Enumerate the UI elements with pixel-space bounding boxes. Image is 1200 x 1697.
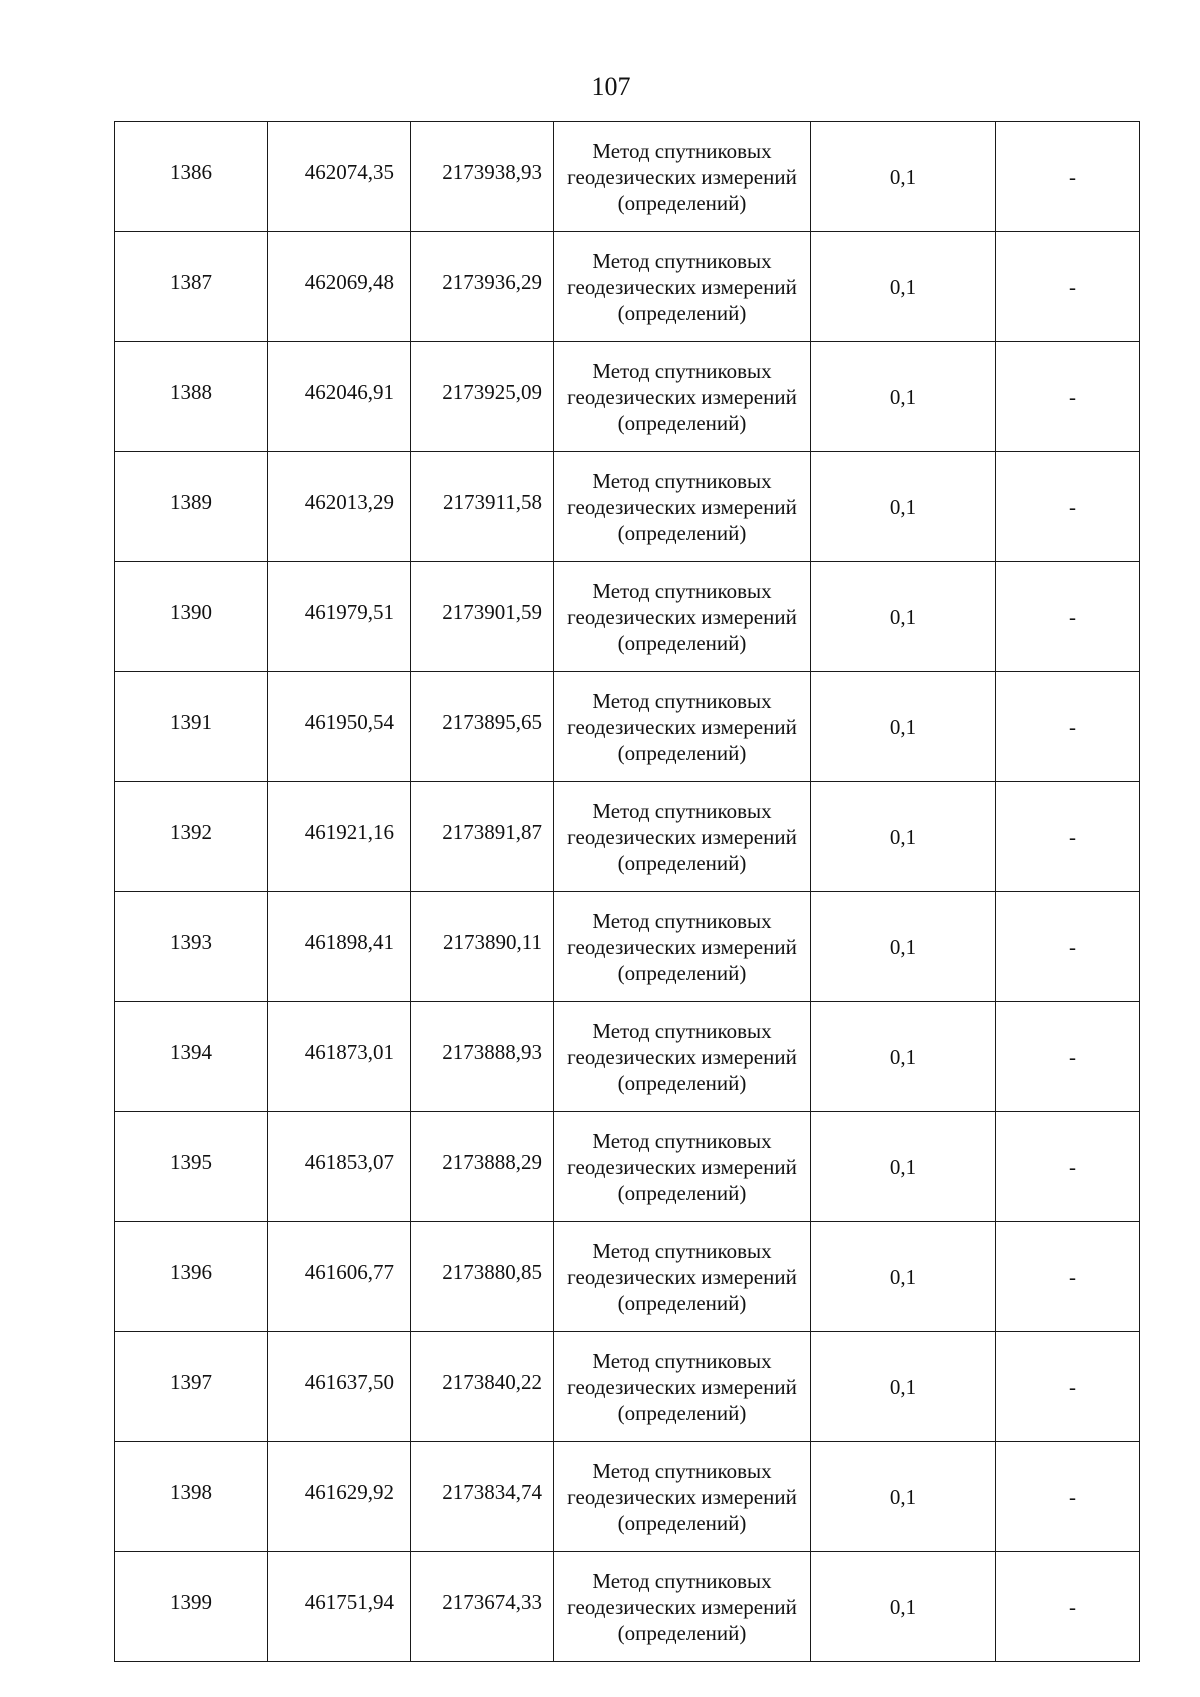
method-line: Метод спутниковых <box>592 688 772 713</box>
accuracy-cell: 0,1 <box>811 452 996 562</box>
table-row <box>115 782 1140 892</box>
method-line: Метод спутниковых <box>592 1128 772 1153</box>
coordinate-x-cell: 461921,16 <box>268 782 411 892</box>
description-cell: - <box>996 1552 1140 1662</box>
description-cell: - <box>996 672 1140 782</box>
coordinate-y-cell: 2173834,74 <box>411 1442 554 1552</box>
table-row <box>115 1552 1140 1662</box>
point-number-cell: 1389 <box>115 452 268 562</box>
method-cell <box>554 892 811 1002</box>
coordinate-y-cell: 2173888,29 <box>411 1112 554 1222</box>
accuracy-cell: 0,1 <box>811 122 996 232</box>
description-cell: - <box>996 342 1140 452</box>
method-line: Метод спутниковых <box>592 578 772 603</box>
method-line: Метод спутниковых <box>592 468 772 493</box>
table-row <box>115 672 1140 782</box>
method-line: Метод спутниковых <box>592 1348 772 1373</box>
method-line: (определений) <box>617 1180 747 1205</box>
table-row <box>115 232 1140 342</box>
method-line: геодезических измерений <box>567 714 797 739</box>
accuracy-cell: 0,1 <box>811 1112 996 1222</box>
table-body <box>115 122 1140 1662</box>
method-line: Метод спутниковых <box>592 908 772 933</box>
coordinate-y-cell: 2173890,11 <box>411 892 554 1002</box>
method-line: (определений) <box>617 1070 747 1095</box>
method-line: геодезических измерений <box>567 1374 797 1399</box>
method-line: геодезических измерений <box>567 164 797 189</box>
coordinate-y-cell: 2173911,58 <box>411 452 554 562</box>
method-line: (определений) <box>617 740 747 765</box>
table-row <box>115 342 1140 452</box>
coordinate-x-cell: 461751,94 <box>268 1552 411 1662</box>
table-row <box>115 452 1140 562</box>
coordinate-x-cell: 461979,51 <box>268 562 411 672</box>
method-line: Метод спутниковых <box>592 138 772 163</box>
method-line: (определений) <box>617 1400 747 1425</box>
coordinates-table <box>114 121 1140 1662</box>
method-line: (определений) <box>617 520 747 545</box>
description-cell: - <box>996 452 1140 562</box>
description-cell: - <box>996 1222 1140 1332</box>
description-cell: - <box>996 122 1140 232</box>
method-cell <box>554 672 811 782</box>
method-line: Метод спутниковых <box>592 1458 772 1483</box>
method-line: Метод спутниковых <box>592 1568 772 1593</box>
method-line: геодезических измерений <box>567 384 797 409</box>
method-line: (определений) <box>617 190 747 215</box>
method-line: (определений) <box>617 960 747 985</box>
method-line: (определений) <box>617 850 747 875</box>
method-line: геодезических измерений <box>567 1484 797 1509</box>
description-cell: - <box>996 1442 1140 1552</box>
coordinate-x-cell: 461873,01 <box>268 1002 411 1112</box>
accuracy-cell: 0,1 <box>811 1002 996 1112</box>
method-line: Метод спутниковых <box>592 798 772 823</box>
coordinate-x-cell: 461898,41 <box>268 892 411 1002</box>
description-cell: - <box>996 782 1140 892</box>
method-cell <box>554 1552 811 1662</box>
coordinate-y-cell: 2173925,09 <box>411 342 554 452</box>
coordinate-x-cell: 462013,29 <box>268 452 411 562</box>
method-line: Метод спутниковых <box>592 248 772 273</box>
accuracy-cell: 0,1 <box>811 1332 996 1442</box>
point-number-cell: 1395 <box>115 1112 268 1222</box>
description-cell: - <box>996 1112 1140 1222</box>
method-line: (определений) <box>617 1510 747 1535</box>
method-cell <box>554 342 811 452</box>
point-number-cell: 1392 <box>115 782 268 892</box>
point-number-cell: 1398 <box>115 1442 268 1552</box>
coordinate-x-cell: 462069,48 <box>268 232 411 342</box>
accuracy-cell: 0,1 <box>811 782 996 892</box>
method-cell <box>554 1442 811 1552</box>
coordinate-x-cell: 462074,35 <box>268 122 411 232</box>
coordinate-y-cell: 2173895,65 <box>411 672 554 782</box>
table-row <box>115 562 1140 672</box>
method-line: геодезических измерений <box>567 934 797 959</box>
coordinate-x-cell: 462046,91 <box>268 342 411 452</box>
coordinate-x-cell: 461629,92 <box>268 1442 411 1552</box>
method-cell <box>554 1112 811 1222</box>
method-line: геодезических измерений <box>567 1044 797 1069</box>
method-line: геодезических измерений <box>567 1264 797 1289</box>
method-cell <box>554 122 811 232</box>
point-number-cell: 1386 <box>115 122 268 232</box>
table-row <box>115 1332 1140 1442</box>
method-line: геодезических измерений <box>567 604 797 629</box>
coordinate-y-cell: 2173936,29 <box>411 232 554 342</box>
method-cell <box>554 232 811 342</box>
method-line: Метод спутниковых <box>592 358 772 383</box>
coordinate-y-cell: 2173880,85 <box>411 1222 554 1332</box>
method-line: геодезических измерений <box>567 274 797 299</box>
point-number-cell: 1397 <box>115 1332 268 1442</box>
accuracy-cell: 0,1 <box>811 1552 996 1662</box>
table-row <box>115 892 1140 1002</box>
method-cell <box>554 1222 811 1332</box>
description-cell: - <box>996 562 1140 672</box>
page-number: 107 <box>591 72 631 101</box>
table-row <box>115 1112 1140 1222</box>
point-number-cell: 1399 <box>115 1552 268 1662</box>
method-cell <box>554 452 811 562</box>
method-line: (определений) <box>617 1290 747 1315</box>
description-cell: - <box>996 892 1140 1002</box>
accuracy-cell: 0,1 <box>811 232 996 342</box>
table-row <box>115 1222 1140 1332</box>
accuracy-cell: 0,1 <box>811 562 996 672</box>
coordinate-x-cell: 461606,77 <box>268 1222 411 1332</box>
point-number-cell: 1394 <box>115 1002 268 1112</box>
table-row <box>115 122 1140 232</box>
point-number-cell: 1390 <box>115 562 268 672</box>
method-line: Метод спутниковых <box>592 1018 772 1043</box>
method-line: геодезических измерений <box>567 1154 797 1179</box>
method-line: (определений) <box>617 410 747 435</box>
point-number-cell: 1391 <box>115 672 268 782</box>
point-number-cell: 1393 <box>115 892 268 1002</box>
method-cell <box>554 782 811 892</box>
accuracy-cell: 0,1 <box>811 1442 996 1552</box>
coordinate-y-cell: 2173901,59 <box>411 562 554 672</box>
coordinate-x-cell: 461853,07 <box>268 1112 411 1222</box>
coordinate-x-cell: 461637,50 <box>268 1332 411 1442</box>
coordinate-y-cell: 2173888,93 <box>411 1002 554 1112</box>
accuracy-cell: 0,1 <box>811 672 996 782</box>
method-cell <box>554 562 811 672</box>
point-number-cell: 1396 <box>115 1222 268 1332</box>
accuracy-cell: 0,1 <box>811 1222 996 1332</box>
table-row <box>115 1442 1140 1552</box>
description-cell: - <box>996 232 1140 342</box>
method-line: (определений) <box>617 1620 747 1645</box>
coordinate-y-cell: 2173840,22 <box>411 1332 554 1442</box>
description-cell: - <box>996 1332 1140 1442</box>
coordinate-y-cell: 2173938,93 <box>411 122 554 232</box>
method-line: геодезических измерений <box>567 824 797 849</box>
method-line: геодезических измерений <box>567 1594 797 1619</box>
description-cell: - <box>996 1002 1140 1112</box>
method-line: Метод спутниковых <box>592 1238 772 1263</box>
method-cell <box>554 1332 811 1442</box>
coordinate-y-cell: 2173891,87 <box>411 782 554 892</box>
point-number-cell: 1388 <box>115 342 268 452</box>
coordinate-y-cell: 2173674,33 <box>411 1552 554 1662</box>
accuracy-cell: 0,1 <box>811 892 996 1002</box>
table-row <box>115 1002 1140 1112</box>
point-number-cell: 1387 <box>115 232 268 342</box>
method-line: геодезических измерений <box>567 494 797 519</box>
method-cell <box>554 1002 811 1112</box>
accuracy-cell: 0,1 <box>811 342 996 452</box>
coordinate-x-cell: 461950,54 <box>268 672 411 782</box>
method-line: (определений) <box>617 630 747 655</box>
method-line: (определений) <box>617 300 747 325</box>
